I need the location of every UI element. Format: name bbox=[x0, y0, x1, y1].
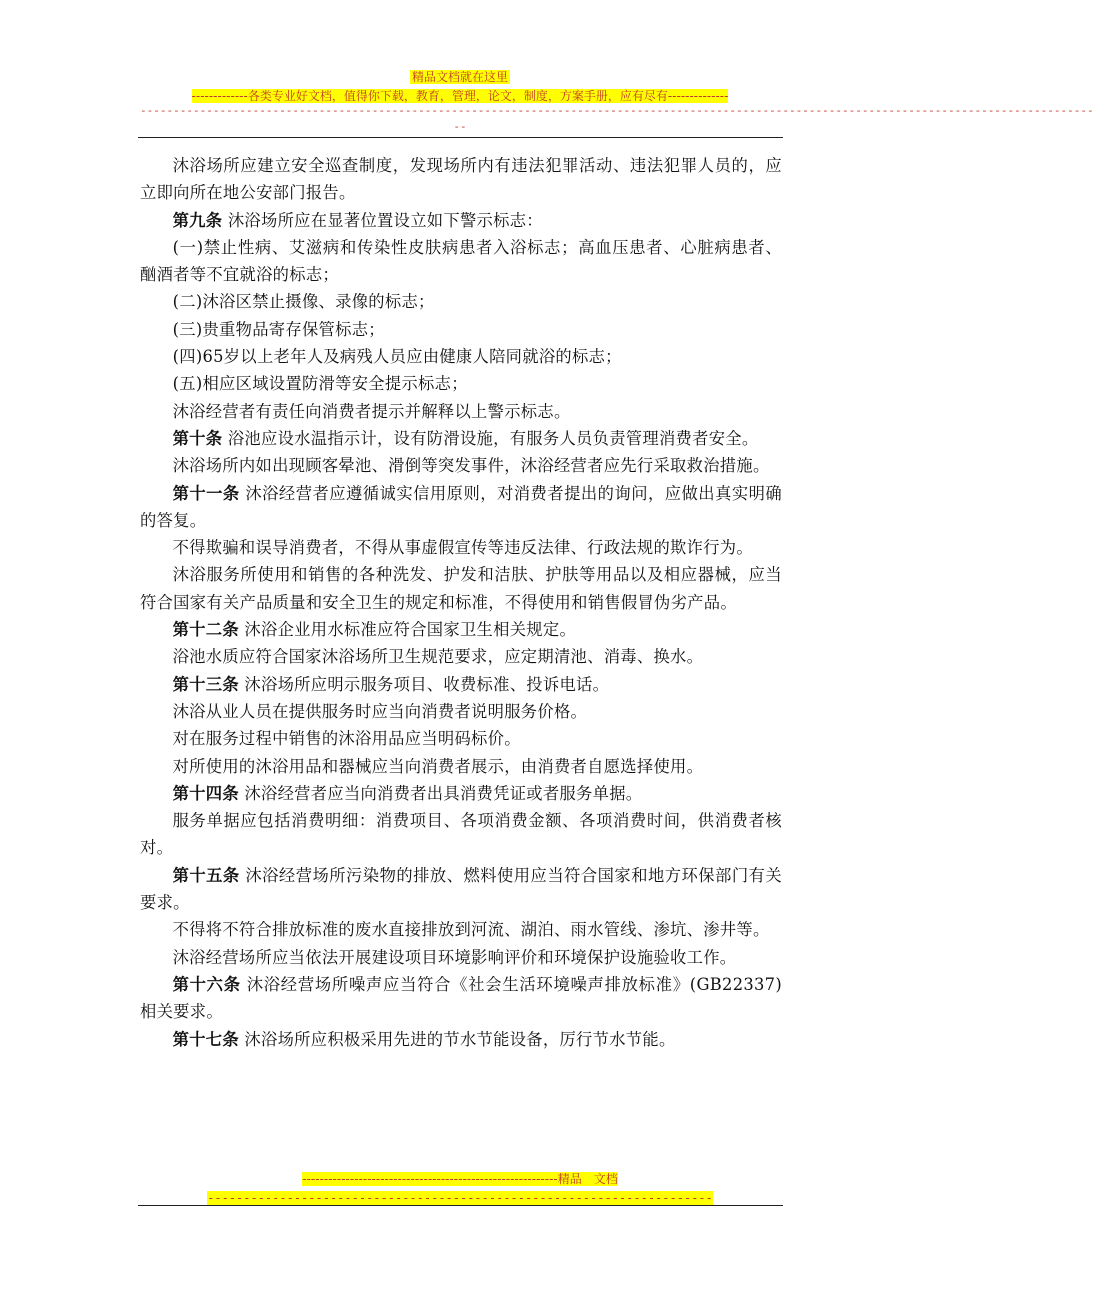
body-paragraph bbox=[140, 398, 782, 425]
header-title-row bbox=[0, 66, 920, 85]
header-dash-tail: -- bbox=[453, 120, 467, 133]
paragraph-text: 沐浴经营者应遵循诚实信用原则，对消费者提出的询问，应做出真实明确的答复。 bbox=[140, 483, 782, 530]
paragraph-text: 不得欺骗和误导消费者，不得从事虚假宣传等违反法律、行政法规的欺诈行为。 bbox=[172, 538, 753, 558]
paragraph-text: 沐浴场所应建立安全巡查制度，发现场所内有违法犯罪活动、违法犯罪人员的，应立即向所在地公安部门报告。 bbox=[140, 156, 782, 203]
body-paragraph bbox=[140, 643, 782, 670]
body-paragraph bbox=[140, 807, 782, 862]
body-paragraph bbox=[140, 753, 782, 780]
footer-row-1 bbox=[0, 1168, 920, 1187]
paragraph-text: 浴池水质应符合国家沐浴场所卫生规范要求，应定期清池、消毒、换水。 bbox=[172, 647, 704, 667]
body-paragraph bbox=[140, 534, 782, 561]
paragraph-text: 沐浴从业人员在提供服务时应当向消费者说明服务价格。 bbox=[172, 701, 588, 721]
footer-dash-line: ---------------------------------------------------------------------- bbox=[207, 1191, 713, 1205]
paragraph-text: 沐浴场所内如出现顾客晕池、滑倒等突发事件，沐浴经营者应先行采取救治措施。 bbox=[172, 456, 770, 476]
header-title: 精品文档就在这里 bbox=[411, 70, 508, 84]
article-number: 第十七条 bbox=[172, 1029, 239, 1049]
article-paragraph bbox=[140, 671, 782, 698]
paragraph-text: 不得将不符合排放标准的废水直接排放到河流、湖泊、雨水管线、渗坑、渗井等。 bbox=[172, 920, 770, 940]
body-paragraph bbox=[140, 343, 782, 370]
paragraph-text: 沐浴场所应明示服务项目、收费标准、投诉电话。 bbox=[244, 674, 610, 694]
paragraph-text: 浴池应设水温指示计，设有防滑设施，有服务人员负责管理消费者安全。 bbox=[227, 428, 759, 448]
body-paragraph bbox=[140, 234, 782, 289]
footer-row-2 bbox=[0, 1187, 920, 1206]
body-paragraph bbox=[140, 561, 782, 616]
paragraph-text: 沐浴经营者应当向消费者出具消费凭证或者服务单据。 bbox=[244, 783, 643, 803]
article-paragraph bbox=[140, 862, 782, 917]
paragraph-text: 沐浴经营者有责任向消费者提示并解释以上警示标志。 bbox=[172, 401, 571, 421]
article-number: 第九条 bbox=[172, 210, 223, 230]
article-number: 第十五条 bbox=[172, 865, 240, 885]
paragraph-text: (三)贵重物品寄存保管标志； bbox=[172, 319, 385, 339]
article-paragraph bbox=[140, 480, 782, 535]
article-paragraph bbox=[140, 207, 782, 234]
body-paragraph bbox=[140, 288, 782, 315]
footer-divider bbox=[138, 1205, 783, 1206]
body-paragraph bbox=[140, 698, 782, 725]
body-paragraph bbox=[140, 316, 782, 343]
body-paragraph bbox=[140, 916, 782, 943]
paragraph-text: (四)65岁以上老年人及病残人员应由健康人陪同就浴的标志； bbox=[172, 347, 622, 367]
paragraph-text: 沐浴服务所使用和销售的各种洗发、护发和洁肤、护肤等用品以及相应器械，应当符合国家有关产品质量和安全卫生的规定和标准，不得使用和销售假冒伪劣产品。 bbox=[140, 565, 782, 612]
header-dash-line: ------------------------------------------------------------------------------------------------------------------------------------------------ bbox=[140, 104, 1094, 117]
paragraph-text: 沐浴场所应积极采用先进的节水节能设备，厉行节水节能。 bbox=[244, 1029, 676, 1049]
article-number: 第十四条 bbox=[172, 783, 239, 803]
footer-label: -----------------------------------------------------------精品 文档 bbox=[302, 1172, 618, 1186]
body-paragraph bbox=[140, 944, 782, 971]
paragraph-text: 对所使用的沐浴用品和器械应当向消费者展示，由消费者自愿选择使用。 bbox=[172, 756, 704, 776]
article-number: 第十六条 bbox=[172, 974, 241, 994]
paragraph-text: 沐浴场所应在显著位置设立如下警示标志： bbox=[227, 210, 543, 230]
paragraph-text: 沐浴经营场所噪声应当符合《社会生活环境噪声排放标准》(GB22337)相关要求。 bbox=[140, 974, 782, 1022]
article-paragraph bbox=[140, 780, 782, 807]
header-tagline: -------------各类专业好文档，值得你下载，教育，管理，论文，制度，方案手册，应有尽有-------------- bbox=[191, 89, 729, 103]
article-number: 第十二条 bbox=[172, 620, 239, 640]
paragraph-text: 服务单据应包括消费明细：消费项目、各项消费金额、各项消费时间，供消费者核对。 bbox=[140, 811, 782, 858]
article-paragraph bbox=[140, 971, 782, 1026]
paragraph-text: 沐浴经营场所污染物的排放、燃料使用应当符合国家和地方环保部门有关要求。 bbox=[140, 865, 782, 913]
paragraph-text: 沐浴经营场所应当依法开展建设项目环境影响评价和环境保护设施验收工作。 bbox=[172, 947, 737, 967]
paragraph-text: 对在服务过程中销售的沐浴用品应当明码标价。 bbox=[172, 729, 521, 749]
paragraph-text: (五)相应区域设置防滑等安全提示标志； bbox=[172, 374, 468, 394]
paragraph-text: (二)沐浴区禁止摄像、录像的标志； bbox=[172, 292, 435, 312]
paragraph-text: (一)禁止性病、艾滋病和传染性皮肤病患者入浴标志；高血压患者、心脏病患者、酗酒者等不宜就浴的标志； bbox=[140, 237, 782, 285]
header-tagline-row bbox=[0, 85, 920, 104]
article-number: 第十三条 bbox=[172, 674, 239, 694]
paragraph-text: 沐浴企业用水标准应符合国家卫生相关规定。 bbox=[244, 620, 577, 640]
article-paragraph bbox=[140, 1026, 782, 1053]
header-divider bbox=[138, 137, 783, 138]
article-paragraph bbox=[140, 425, 782, 452]
article-paragraph bbox=[140, 616, 782, 643]
body-paragraph bbox=[140, 725, 782, 752]
body-paragraph bbox=[140, 152, 782, 207]
article-number: 第十一条 bbox=[172, 483, 240, 503]
body-paragraph bbox=[140, 370, 782, 397]
document-body bbox=[140, 152, 782, 1053]
article-number: 第十条 bbox=[172, 428, 223, 448]
body-paragraph bbox=[140, 452, 782, 479]
